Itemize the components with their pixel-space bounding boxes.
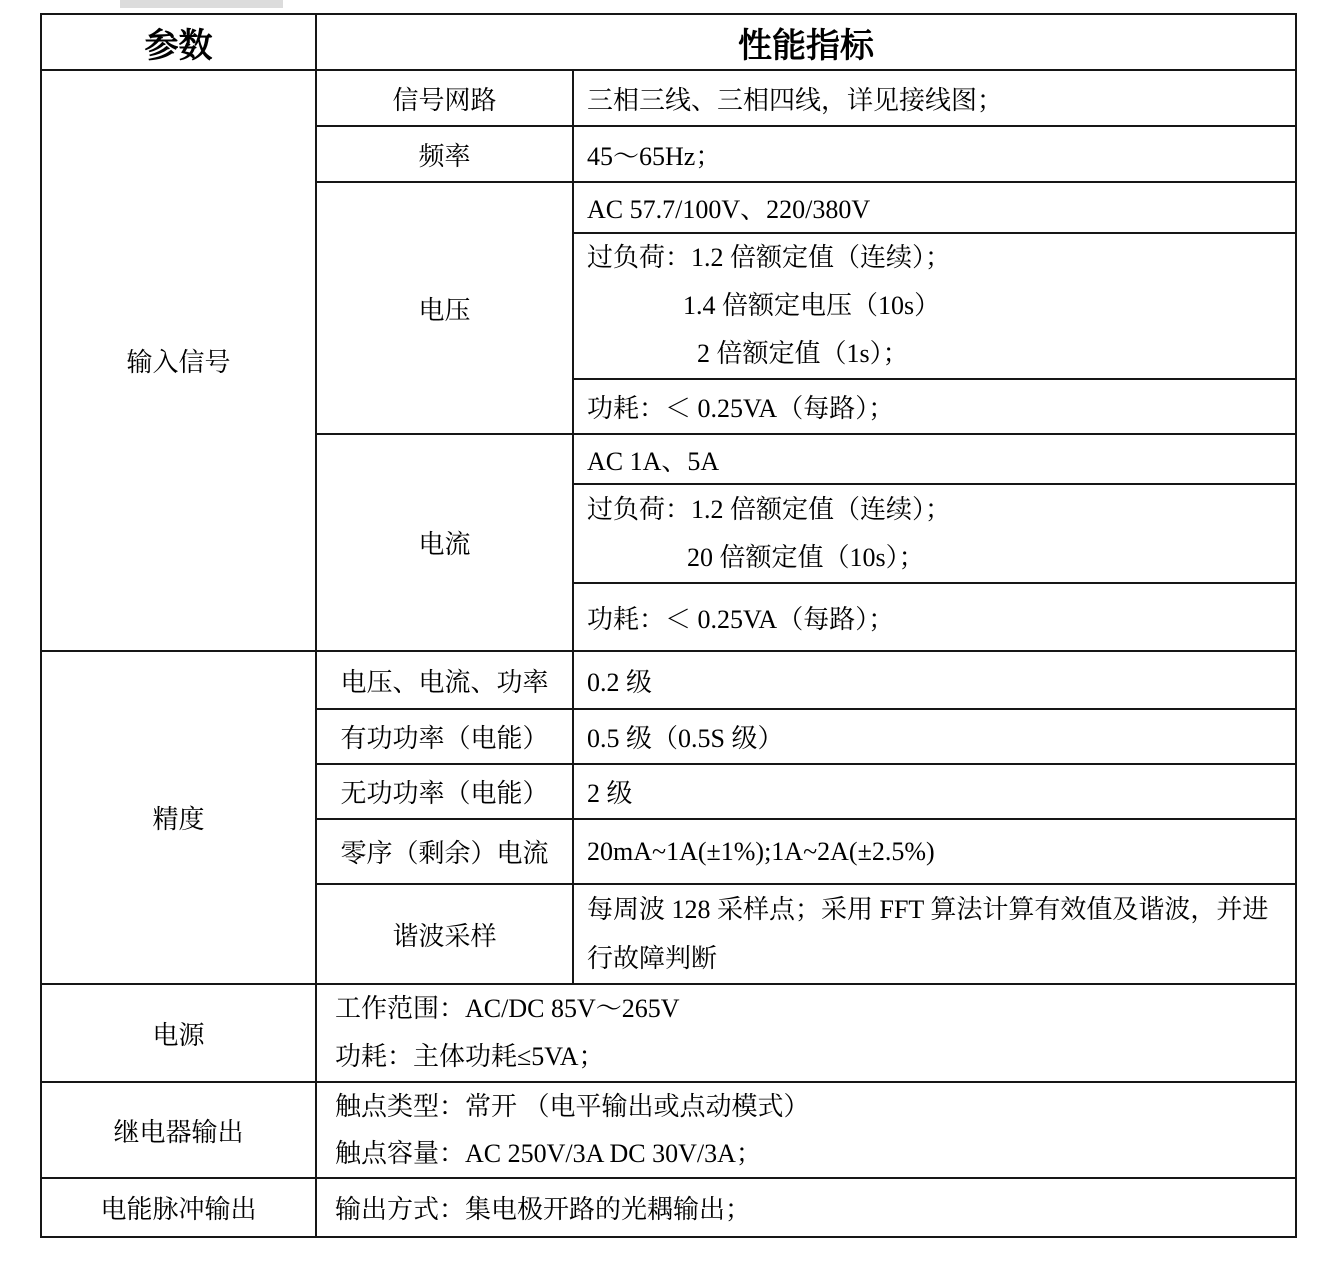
page-top-artifact <box>120 0 283 8</box>
value-voltage-overload <box>573 233 1296 379</box>
table-row <box>41 1178 1296 1237</box>
param-cell-input-signal: 输入信号 <box>41 70 316 651</box>
subparam-vip-accuracy: 电压、电流、功率 <box>316 651 573 709</box>
subparam-current: 电流 <box>316 434 573 651</box>
subparam-reactive-power: 无功功率（电能） <box>316 764 573 819</box>
param-cell-power-supply: 电源 <box>41 984 316 1082</box>
value-active-power: 0.5 级（0.5S 级） <box>573 709 1296 764</box>
value-reactive-power: 2 级 <box>573 764 1296 819</box>
value-voltage-rated: AC 57.7/100V、220/380V <box>573 182 1296 233</box>
power-supply-line1: 工作范围：AC/DC 85V～265V <box>335 994 680 1023</box>
voltage-overload-line1: 过负荷：1.2 倍额定值（连续）； <box>587 243 952 272</box>
value-vip-accuracy: 0.2 级 <box>573 651 1296 709</box>
subparam-active-power: 有功功率（电能） <box>316 709 573 764</box>
table-row <box>41 70 1296 126</box>
spec-table <box>40 13 1297 1238</box>
subparam-harmonic-sampling: 谐波采样 <box>316 884 573 984</box>
table-row <box>41 14 1296 70</box>
header-param: 参数 <box>41 14 316 70</box>
value-voltage-power-loss: 功耗：＜ 0.25VA（每路）； <box>573 379 1296 434</box>
value-residual-current: 20mA~1A(±1%);1A~2A(±2.5%) <box>573 819 1296 884</box>
value-harmonic-sampling: 每周波 128 采样点；采用 FFT 算法计算有效值及谐波，并进行故障判断 <box>573 884 1296 984</box>
relay-output-line2: 触点容量：AC 250V/3A DC 30V/3A； <box>335 1139 762 1168</box>
voltage-overload-line2: 1.4 倍额定电压（10s） <box>683 291 941 320</box>
value-power-supply <box>316 984 1296 1082</box>
relay-output-line1: 触点类型：常开 （电平输出或点动模式） <box>335 1092 810 1121</box>
subparam-residual-current: 零序（剩余）电流 <box>316 819 573 884</box>
power-supply-line2: 功耗：主体功耗≤5VA； <box>335 1042 605 1071</box>
current-overload-line2: 20 倍额定值（10s）； <box>687 542 925 572</box>
value-frequency: 45～65Hz； <box>573 126 1296 182</box>
subparam-voltage: 电压 <box>316 182 573 434</box>
subparam-signal-network: 信号网路 <box>316 70 573 126</box>
current-overload-line1: 过负荷：1.2 倍额定值（连续）； <box>587 494 952 524</box>
table-row <box>41 1082 1296 1178</box>
value-pulse-output: 输出方式：集电极开路的光耦输出； <box>316 1178 1296 1237</box>
value-current-overload <box>573 484 1296 583</box>
value-current-power-loss: 功耗：＜ 0.25VA（每路）； <box>573 583 1296 651</box>
value-relay-output <box>316 1082 1296 1178</box>
value-current-rated: AC 1A、5A <box>573 434 1296 484</box>
subparam-frequency: 频率 <box>316 126 573 182</box>
value-signal-network: 三相三线、三相四线，详见接线图； <box>573 70 1296 126</box>
param-cell-relay-output: 继电器输出 <box>41 1082 316 1178</box>
table-row <box>41 651 1296 709</box>
table-row <box>41 984 1296 1082</box>
param-cell-pulse-output: 电能脉冲输出 <box>41 1178 316 1237</box>
param-cell-accuracy: 精度 <box>41 651 316 984</box>
header-spec: 性能指标 <box>316 14 1296 70</box>
voltage-overload-line3: 2 倍额定值（1s）； <box>697 339 909 368</box>
